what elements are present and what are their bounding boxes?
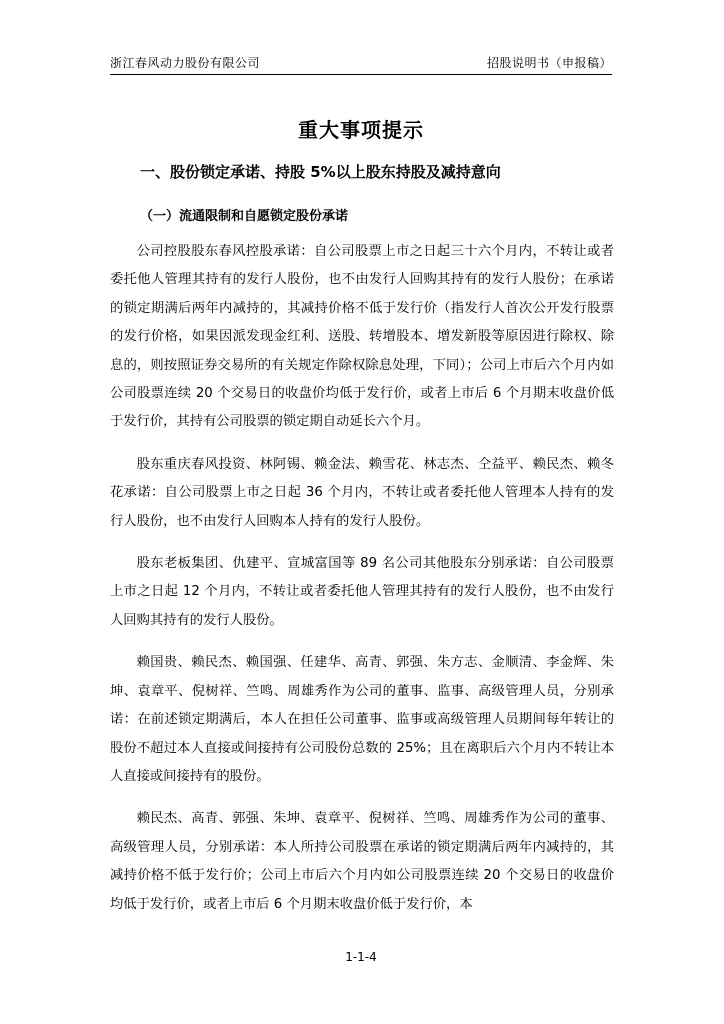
header-document-type: 招股说明书（申报稿） [486, 56, 612, 70]
paragraph-chongqing-shareholders: 股东重庆春风投资、林阿锡、赖金法、赖雪花、林志杰、仝益平、赖民杰、赖冬花承诺：自公司股票上市之日起 36 个月内，不转让或者委托他人管理本人持有的发行人股份，也不由发行人回购本人持有的发行人股份。 [110, 456, 614, 529]
body-content [110, 238, 614, 919]
section-heading: 一、股份锁定承诺、持股 5%以上股东持股及减持意向 [140, 163, 501, 181]
page-header [110, 50, 612, 75]
section-subheading: （一）流通限制和自愿锁定股份承诺 [140, 209, 349, 224]
header-company-name: 浙江春风动力股份有限公司 [110, 56, 261, 70]
page-title: 重大事项提示 [298, 118, 424, 142]
paragraph-other-shareholders: 股东老板集团、仇建平、宣城富国等 89 名公司其他股东分别承诺：自公司股票上市之日起 12 个月内，不转让或者委托他人管理其持有的发行人股份，也不由发行人回购其持有的发行人股份。 [110, 556, 614, 628]
page-number: 1-1-4 [345, 950, 377, 964]
paragraph-directors-executives: 赖民杰、高青、郭强、朱坤、袁章平、倪树祥、竺鸣、周雄秀作为公司的董事、高级管理人员，分别承诺：本人所持公司股票在承诺的锁定期满后两年内减持的，其减持价格不低于发行价；公司上市后六个月内如公司股票连续 20 个交易日的收盘价均低于发行价，或者上市后 6 个月期末收盘价低于发行价，本 [110, 811, 614, 912]
paragraph-controlling-shareholder: 公司控股股东春风控股承诺：自公司股票上市之日起三十六个月内，不转让或者委托他人管理其持有的发行人股份，也不由发行人回购其持有的发行人股份；在承诺的锁定期满后两年内减持的，其减持价格不低于发行价（指发行人首次公开发行股票的发行价格，如果因派发现金红利、送股、转增股本、增发新股等原因进行除权、除息的，则按照证券交易所的有关规定作除权除息处理，下同）；公司上市后六个月内如公司股票连续 20 个交易日的收盘价均低于发行价，或者上市后 6 个月期末收盘价低于发行价，其持有公司股票的锁定期自动延长六个月。 [110, 244, 614, 430]
paragraph-directors-supervisors: 赖国贵、赖民杰、赖国强、任建华、高青、郭强、朱方志、金顺清、李金辉、朱坤、袁章平、倪树祥、竺鸣、周雄秀作为公司的董事、监事、高级管理人员，分别承诺：在前述锁定期满后，本人在担任公司董事、监事或高级管理人员期间每年转让的股份不超过本人直接或间接持有公司股份总数的 25%；且在离职后六个月内不转让本人直接或间接持有的股份。 [110, 655, 614, 784]
